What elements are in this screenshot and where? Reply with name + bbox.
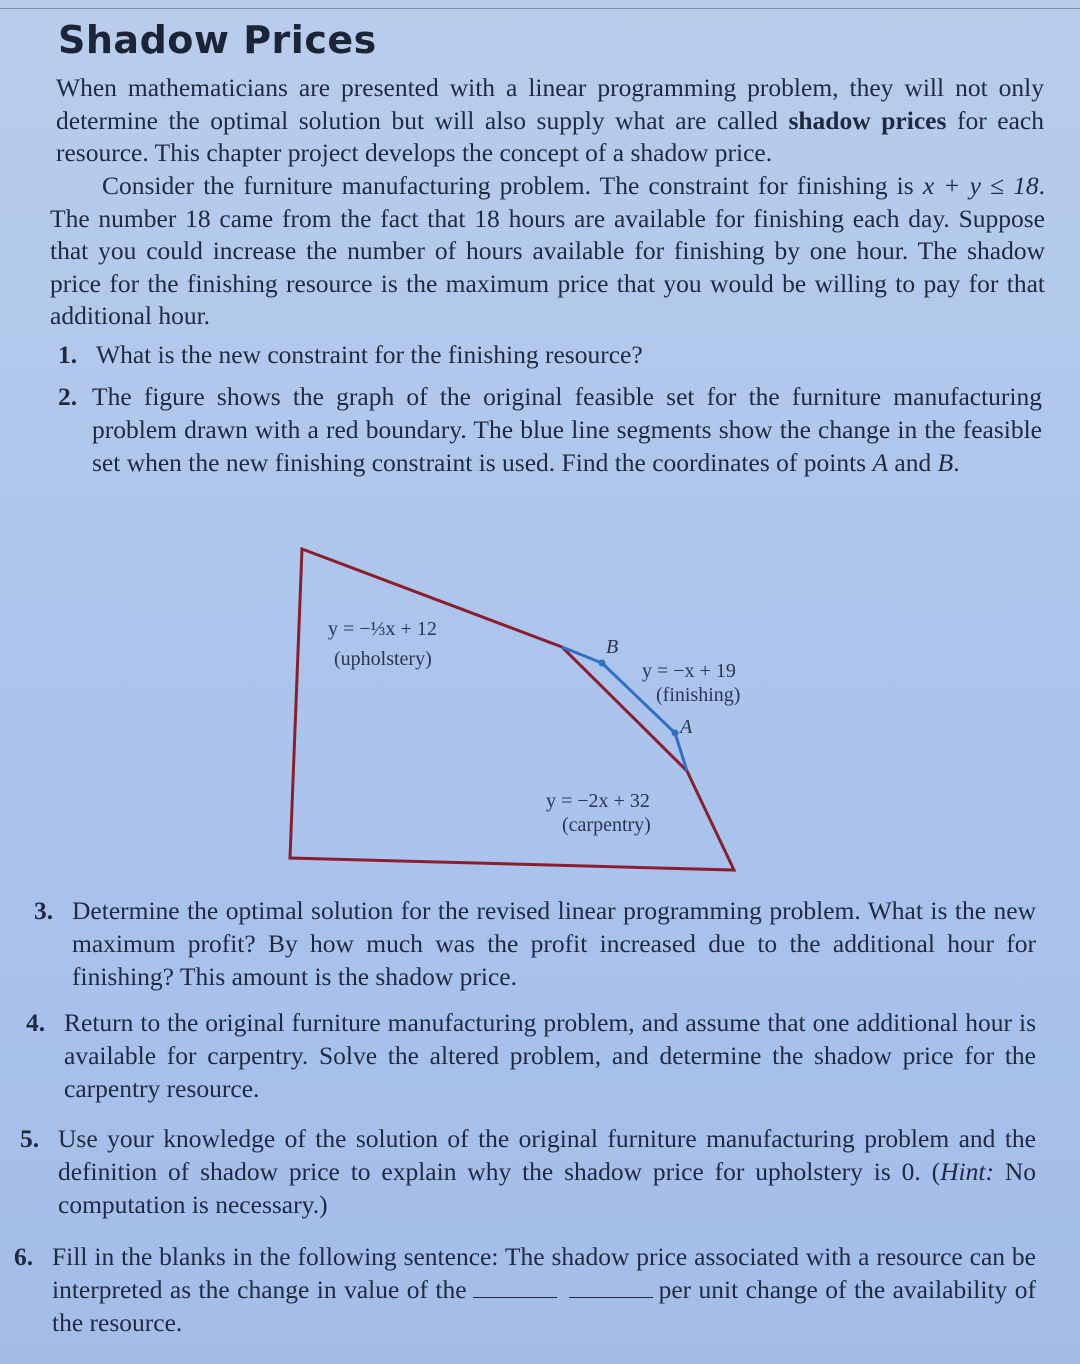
point-a-label: A — [680, 716, 693, 738]
finishing-equation: y = −x + 19 — [642, 660, 736, 682]
question-5: 5. Use your knowledge of the solution of the original furniture manufacturing problem and the definition of shadow price to explain why the shadow price for upholstery is 0. (Hint: No computation is necessary.) — [20, 1124, 1036, 1219]
intro-paragraph: When mathematicians are presented with a linear programming problem, they will not only determine the optimal solution but will also supply what are called shadow prices for each resource. This chapter project develops the concept of a shadow price. — [56, 73, 1044, 167]
point-a-dot — [672, 730, 679, 737]
fill-blank-1[interactable] — [473, 1279, 557, 1298]
question-6: 6. Fill in the blanks in the following sentence: The shadow price associated with a resource can be interpreted as the change in value of the per unit change of the availability of the resource. — [14, 1242, 1036, 1337]
point-b-dot — [599, 660, 606, 667]
top-rule — [0, 8, 1080, 9]
term-shadow-prices: shadow prices — [788, 105, 947, 135]
point-b-label: B — [606, 636, 619, 658]
question-3: 3. Determine the optimal solution for the revised linear programming problem. What is the new maximum profit? By how much was the profit increased due to the additional hour for finishing? This amount is the shadow price. — [34, 896, 1036, 991]
question-1: 1. What is the new constraint for the finishing resource? — [58, 340, 643, 369]
upholstery-label: (upholstery) — [334, 648, 432, 670]
carpentry-equation: y = −2x + 32 — [546, 790, 650, 812]
finishing-label: (finishing) — [656, 684, 741, 706]
carpentry-label: (carpentry) — [562, 814, 651, 836]
fill-blank-2[interactable] — [569, 1279, 653, 1298]
page-title: Shadow Prices — [58, 18, 377, 62]
red-feasible-boundary — [290, 549, 734, 870]
feasible-set-figure — [280, 540, 750, 880]
question-4: 4. Return to the original furniture manufacturing problem, and assume that one additional hour is available for carpentry. Solve the altered problem, and determine the shadow price for the carpentry resource. — [26, 1008, 1036, 1103]
question-2: 2. The figure shows the graph of the original feasible set for the furniture manufacturing problem drawn with a red boundary. The blue line segments show the change in the feasible set when the new finishing constraint is used. Find the coordinates of points A and B. — [58, 382, 1042, 477]
upholstery-equation: y = −⅓x + 12 — [328, 618, 437, 640]
context-paragraph: Consider the furniture manufacturing problem. The constraint for finishing is x + y ≤ 18. The number 18 came from the fact that 18 hours are available for finishing each day. Suppose that you could increase the number of hours available for finishing by one hour. The shadow price for the finishing resource is the maximum price that you would be willing to pay for that additional hour. — [50, 171, 1045, 330]
feasible-set-graph — [280, 540, 750, 880]
finishing-constraint: x + y ≤ 18 — [922, 171, 1039, 200]
